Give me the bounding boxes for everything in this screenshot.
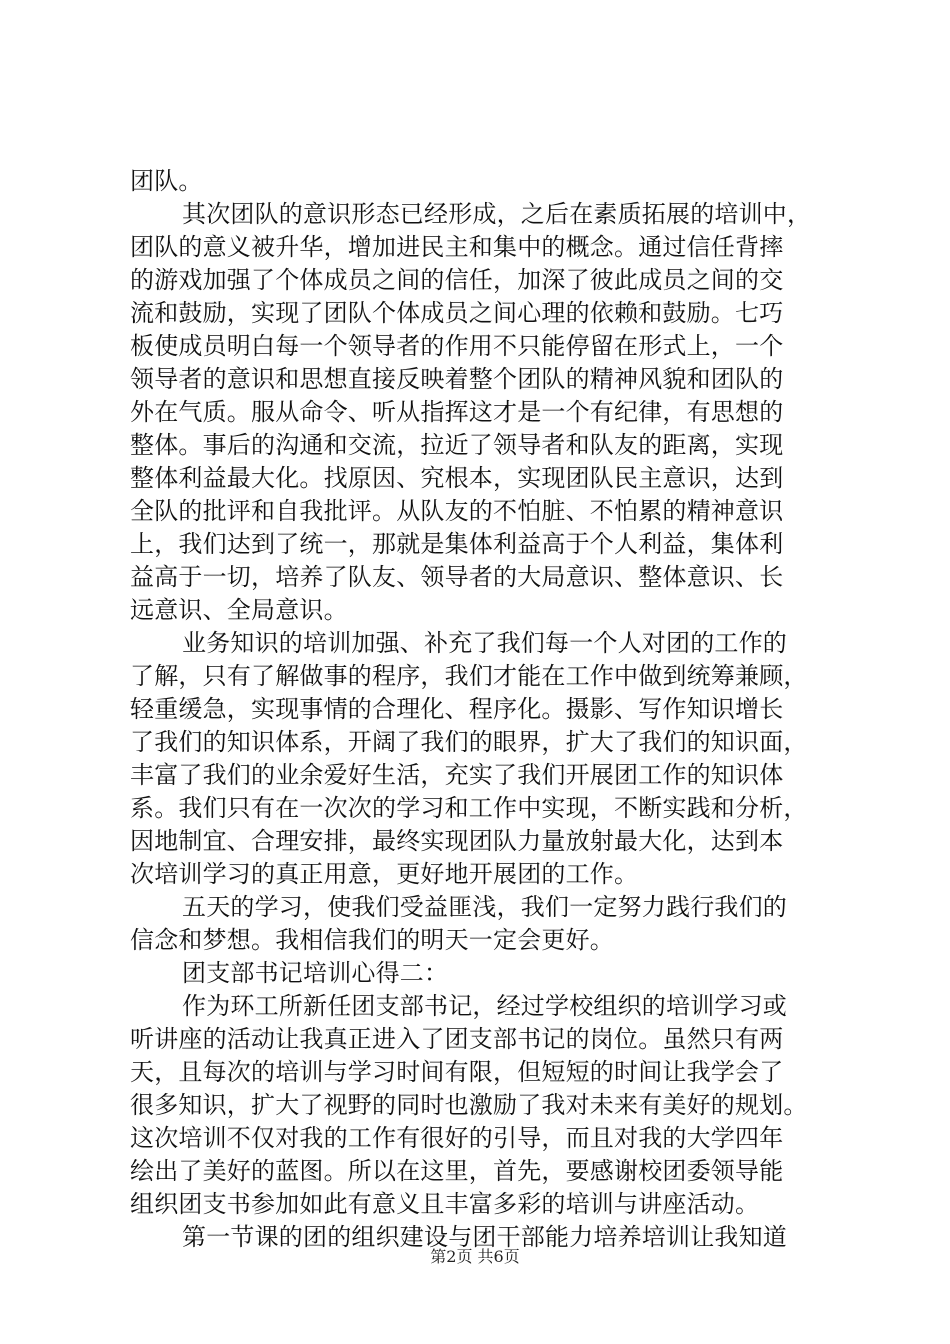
text-line: 业务知识的培训加强、补充了我们每一个人对团的工作的 — [182, 629, 787, 657]
text-line: 听讲座的活动让我真正进入了团支部书记的岗位。虽然只有两 — [130, 1025, 784, 1053]
page-footer: 第2页 共6页 — [430, 1247, 520, 1266]
text-line: 了解，只有了解做事的程序，我们才能在工作中做到统筹兼顾， — [130, 662, 808, 690]
text-line: 天，且每次的培训与学习时间有限，但短短的时间让我学会了 — [130, 1058, 784, 1086]
text-line: 远意识、全局意识。 — [130, 596, 348, 624]
text-line: 了我们的知识体系，开阔了我们的眼界，扩大了我们的知识面， — [130, 728, 808, 756]
text-line: 其次团队的意识形态已经形成，之后在素质拓展的培训中， — [182, 200, 812, 228]
text-line: 五天的学习，使我们受益匪浅，我们一定努力践行我们的 — [182, 893, 787, 921]
text-line: 第一节课的团的组织建设与团干部能力培养培训让我知道 — [182, 1223, 787, 1251]
text-line: 整体。事后的沟通和交流，拉近了领导者和队友的距离，实现 — [130, 431, 784, 459]
text-line: 团队的意义被升华，增加进民主和集中的概念。通过信任背摔 — [130, 233, 784, 261]
text-line: 这次培训不仅对我的工作有很好的引导，而且对我的大学四年 — [130, 1124, 784, 1152]
text-line: 领导者的意识和思想直接反映着整个团队的精神风貌和团队的 — [130, 365, 784, 393]
text-line: 轻重缓急，实现事情的合理化、程序化。摄影、写作知识增长 — [130, 695, 784, 723]
text-line: 信念和梦想。我相信我们的明天一定会更好。 — [130, 926, 614, 954]
text-line: 团队。 — [130, 167, 203, 195]
text-line: 作为环工所新任团支部书记，经过学校组织的培训学习或 — [182, 992, 787, 1020]
text-line: 团支部书记培训心得二： — [182, 959, 449, 987]
text-line: 的游戏加强了个体成员之间的信任，加深了彼此成员之间的交 — [130, 266, 784, 294]
document-body — [130, 165, 850, 1254]
text-line: 绘出了美好的蓝图。所以在这里，首先，要感谢校团委领导能 — [130, 1157, 784, 1185]
text-line: 益高于一切，培养了队友、领导者的大局意识、整体意识、长 — [130, 563, 784, 591]
text-line: 丰富了我们的业余爱好生活，充实了我们开展团工作的知识体 — [130, 761, 784, 789]
text-line: 整体利益最大化。找原因、究根本，实现团队民主意识，达到 — [130, 464, 784, 492]
text-line: 上，我们达到了统一，那就是集体利益高于个人利益，集体利 — [130, 530, 784, 558]
text-line: 组织团支书参加如此有意义且丰富多彩的培训与讲座活动。 — [130, 1190, 760, 1218]
text-line: 全队的批评和自我批评。从队友的不怕脏、不怕累的精神意识 — [130, 497, 784, 525]
text-line: 外在气质。服从命令、听从指挥这才是一个有纪律，有思想的 — [130, 398, 784, 426]
text-line: 很多知识，扩大了视野的同时也激励了我对未来有美好的规划。 — [130, 1091, 808, 1119]
text-line: 系。我们只有在一次次的学习和工作中实现，不断实践和分析， — [130, 794, 808, 822]
text-line: 流和鼓励，实现了团队个体成员之间心理的依赖和鼓励。七巧 — [130, 299, 784, 327]
text-line: 因地制宜、合理安排，最终实现团队力量放射最大化，达到本 — [130, 827, 784, 855]
text-line: 次培训学习的真正用意，更好地开展团的工作。 — [130, 860, 639, 888]
text-line: 板使成员明白每一个领导者的作用不只能停留在形式上，一个 — [130, 332, 784, 360]
